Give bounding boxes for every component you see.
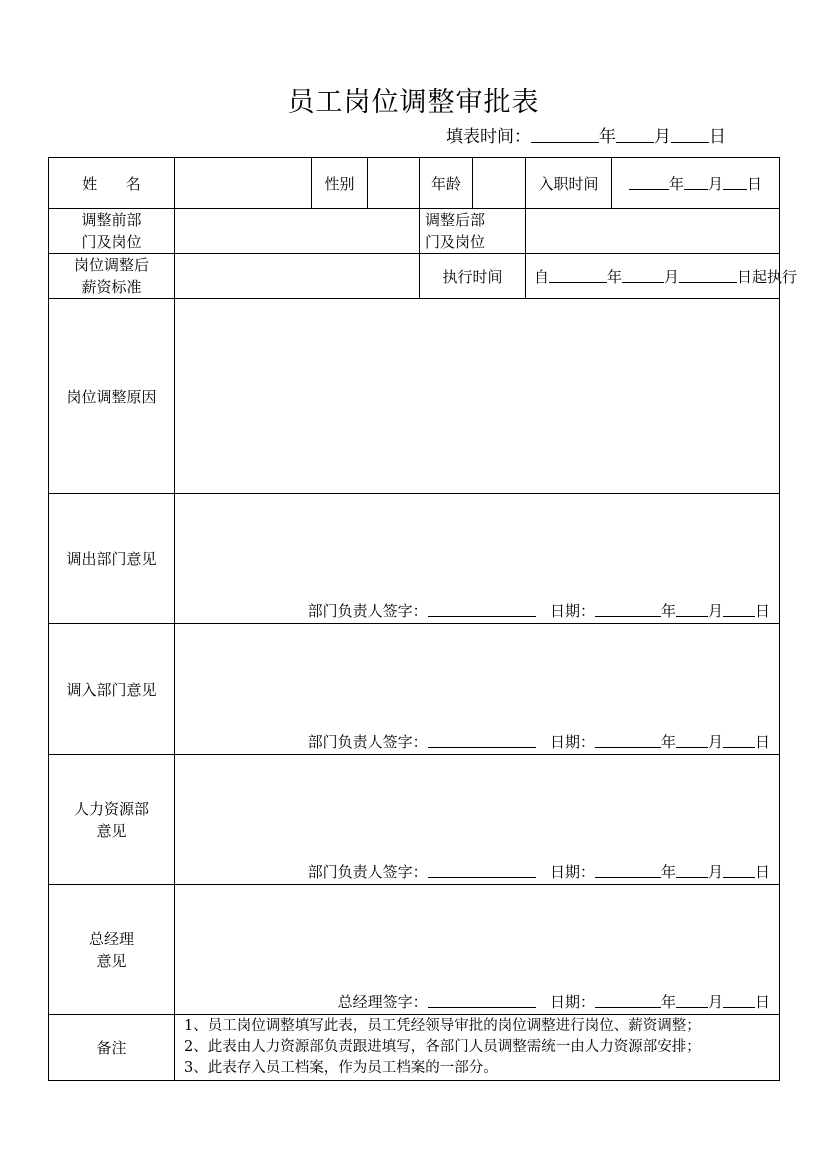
hr-dept-year-field[interactable] <box>595 861 661 878</box>
gm-month-field[interactable] <box>676 991 708 1008</box>
page-title: 员工岗位调整审批表 <box>287 87 540 118</box>
out-dept-row <box>49 494 780 624</box>
out-dept-signer-field[interactable] <box>428 600 536 617</box>
after-dept-field[interactable] <box>526 209 780 254</box>
department-row <box>49 209 780 254</box>
gm-label: 总经理 意见 <box>49 885 175 1015</box>
name-label: 姓 名 <box>49 158 175 209</box>
gm-signature: 总经理签字： 日期： 年 月 日 <box>337 993 770 1011</box>
before-dept-label: 调整前部 门及岗位 <box>49 209 175 254</box>
fill-day-unit: 日 <box>709 127 726 147</box>
remarks-label: 备注 <box>49 1015 175 1081</box>
hire-month-unit: 月 <box>707 174 723 193</box>
name-field[interactable] <box>175 158 312 209</box>
exec-time-label: 执行时间 <box>420 254 526 299</box>
hr-dept-row <box>49 755 780 885</box>
hr-dept-day-field[interactable] <box>723 861 755 878</box>
fill-date <box>446 122 726 147</box>
in-dept-day-field[interactable] <box>723 731 755 748</box>
hr-dept-month-field[interactable] <box>676 861 708 878</box>
gm-year-field[interactable] <box>595 991 661 1008</box>
hire-date-field <box>612 158 780 209</box>
hire-day-field[interactable] <box>723 173 747 190</box>
remarks-row <box>49 1015 780 1081</box>
remarks-content <box>175 1015 780 1081</box>
in-dept-month-field[interactable] <box>676 731 708 748</box>
out-dept-label: 调出部门意见 <box>49 494 175 624</box>
hire-year-field[interactable] <box>629 173 669 190</box>
gm-signer-field[interactable] <box>428 991 536 1008</box>
reason-label: 岗位调整原因 <box>49 299 175 494</box>
salary-field[interactable] <box>175 254 420 299</box>
age-field[interactable] <box>473 158 526 209</box>
exec-from: 自 <box>534 267 550 286</box>
in-dept-signer-field[interactable] <box>428 731 536 748</box>
gm-day-field[interactable] <box>723 991 755 1008</box>
exec-year-field[interactable] <box>549 266 607 283</box>
exec-day-field[interactable] <box>679 266 737 283</box>
exec-time-field <box>526 254 798 299</box>
in-dept-row <box>49 624 780 755</box>
exec-month-field[interactable] <box>622 266 664 283</box>
out-dept-day-field[interactable] <box>723 600 755 617</box>
hr-dept-signer-field[interactable] <box>428 861 536 878</box>
out-dept-signature: 部门负责人签字： 日期： 年 月 日 <box>307 602 770 620</box>
out-dept-month-field[interactable] <box>676 600 708 617</box>
gm-row <box>49 885 780 1015</box>
hr-dept-label: 人力资源部 意见 <box>49 755 175 885</box>
hire-year-unit: 年 <box>668 174 684 193</box>
after-dept-label: 调整后部 门及岗位 <box>420 209 526 254</box>
before-dept-field[interactable] <box>175 209 420 254</box>
fill-month-field[interactable] <box>616 126 654 143</box>
reason-field[interactable] <box>175 299 780 494</box>
exec-year-unit: 年 <box>607 267 623 286</box>
age-label: 年龄 <box>420 158 473 209</box>
salary-label: 岗位调整后 薪资标准 <box>49 254 175 299</box>
hr-dept-signature: 部门负责人签字： 日期： 年 月 日 <box>307 863 770 881</box>
out-dept-year-field[interactable] <box>595 600 661 617</box>
approval-form-table <box>48 157 798 1081</box>
out-dept-opinion[interactable] <box>175 494 780 624</box>
in-dept-signature: 部门负责人签字： 日期： 年 月 日 <box>307 733 770 751</box>
hr-dept-opinion[interactable] <box>175 755 780 885</box>
hire-month-field[interactable] <box>684 173 708 190</box>
salary-row <box>49 254 780 299</box>
gender-field[interactable] <box>368 158 420 209</box>
remark-line: 1、员工岗位调整填写此表，员工凭经领导审批的岗位调整进行岗位、薪资调整； <box>184 1018 701 1034</box>
gm-opinion[interactable] <box>175 885 780 1015</box>
remark-line: 2、此表由人力资源部负责跟进填写，各部门人员调整需统一由人力资源部安排； <box>184 1039 701 1055</box>
basic-info-row <box>49 158 780 209</box>
in-dept-opinion[interactable] <box>175 624 780 755</box>
hire-date-label: 入职时间 <box>526 158 612 209</box>
in-dept-year-field[interactable] <box>595 731 661 748</box>
fill-year-unit: 年 <box>599 127 616 147</box>
reason-row <box>49 299 780 494</box>
fill-year-field[interactable] <box>531 126 599 143</box>
fill-date-label: 填表时间： <box>446 127 531 147</box>
exec-month-unit: 月 <box>664 267 680 286</box>
fill-month-unit: 月 <box>654 127 671 147</box>
remark-line: 3、此表存入员工档案，作为员工档案的一部分。 <box>184 1060 498 1076</box>
fill-day-field[interactable] <box>671 126 709 143</box>
gender-label: 性别 <box>312 158 368 209</box>
in-dept-label: 调入部门意见 <box>49 624 175 755</box>
exec-day-suffix: 日起执行 <box>737 267 798 286</box>
hire-day-unit: 日 <box>747 174 763 193</box>
